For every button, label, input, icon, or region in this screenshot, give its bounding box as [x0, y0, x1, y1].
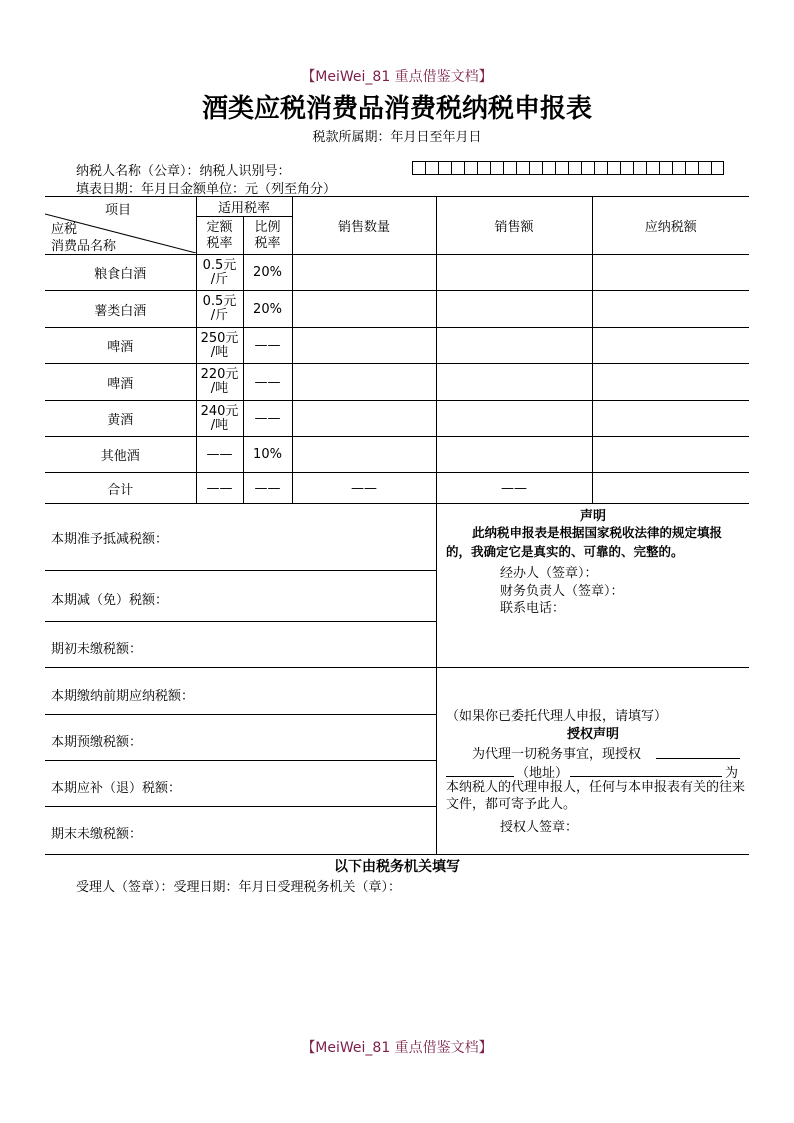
- tax-payable-cell[interactable]: [592, 364, 749, 401]
- tax-amount-fields: [45, 502, 437, 854]
- declaration-title: 声明: [579, 509, 606, 524]
- header-taxable: 应税: [51, 222, 78, 237]
- authorization-line1: 为代理一切税务事宜，现授权: [472, 747, 642, 762]
- ratio-rate-cell: 10%: [243, 437, 292, 473]
- id-digit-box[interactable]: [646, 161, 659, 175]
- fixed-rate-cell: 220元 /吨: [196, 364, 243, 401]
- header-item: 项目: [105, 203, 132, 218]
- product-name-cell: 其他酒: [45, 437, 196, 473]
- id-digit-box[interactable]: [594, 161, 607, 175]
- declaration-body: 此纳税申报表是根据国家税收法律的规定填报的，我确定它是真实的、可靠的、完整的。: [446, 525, 723, 559]
- taxpayer-line: 纳税人名称（公章）：纳税人识别号：: [76, 164, 291, 179]
- header-fixed-rate: 定额 税率: [196, 217, 243, 255]
- table-row: [45, 328, 749, 364]
- watermark-bottom: 【MeiWei_81 重点借鉴文档】: [301, 1040, 493, 1056]
- product-name-cell: 黄酒: [45, 401, 196, 437]
- fixed-rate-cell: 0.5元 /斤: [196, 255, 243, 291]
- sales-amount-cell[interactable]: [436, 291, 592, 328]
- header-ratio-rate: 比例 税率: [243, 217, 292, 255]
- id-digit-box[interactable]: [672, 161, 685, 175]
- tax-period: 税款所属期：年月日至年月日: [312, 130, 482, 145]
- id-digit-box[interactable]: [516, 161, 529, 175]
- tax-payable-cell[interactable]: [592, 437, 749, 473]
- id-digit-box[interactable]: [451, 161, 464, 175]
- table-row: [45, 291, 749, 328]
- field-reduction[interactable]: 本期减（免）税额：: [45, 571, 436, 622]
- total-ratio: ——: [243, 473, 292, 504]
- id-digit-box[interactable]: [633, 161, 646, 175]
- watermark-top: 【MeiWei_81 重点借鉴文档】: [301, 69, 493, 85]
- authorization-title: 授权声明: [566, 727, 619, 742]
- handler-signature[interactable]: 经办人（签章）：: [500, 566, 598, 581]
- id-digit-box[interactable]: [607, 161, 620, 175]
- id-digit-box[interactable]: [425, 161, 438, 175]
- id-digit-box[interactable]: [529, 161, 542, 175]
- agent-name-blank[interactable]: [656, 744, 740, 759]
- sales-quantity-cell[interactable]: [292, 364, 436, 401]
- ratio-rate-cell: 20%: [243, 255, 292, 291]
- ratio-rate-cell: ——: [243, 364, 292, 401]
- authorization-note: （如果你已委托代理人申报，请填写）: [446, 709, 668, 724]
- field-deductible[interactable]: 本期准予抵减税额：: [45, 502, 436, 571]
- table-row: [45, 255, 749, 291]
- form-title: 酒类应税消费品消费税纳税申报表: [201, 94, 592, 124]
- product-name-cell: 啤酒: [45, 328, 196, 364]
- declaration-area: [437, 502, 749, 854]
- authorizer-signature[interactable]: 授权人签章：: [500, 820, 579, 835]
- sales-amount-cell[interactable]: [436, 255, 592, 291]
- header-tax-payable: 应纳税额: [592, 197, 749, 255]
- header-item-cell: [45, 197, 196, 255]
- field-prepaid[interactable]: 本期预缴税额：: [45, 715, 436, 761]
- id-digit-box[interactable]: [685, 161, 698, 175]
- total-tax-payable[interactable]: [592, 473, 749, 504]
- fixed-rate-cell: 0.5元 /斤: [196, 291, 243, 328]
- declaration-divider: [437, 667, 749, 668]
- ratio-rate-cell: ——: [243, 328, 292, 364]
- tax-payable-cell[interactable]: [592, 401, 749, 437]
- table-row: [45, 401, 749, 437]
- header-sales-amount: 销售额: [436, 197, 592, 255]
- table-row: [45, 364, 749, 401]
- id-digit-box[interactable]: [542, 161, 555, 175]
- field-closing-unpaid[interactable]: 期末未缴税额：: [51, 827, 143, 842]
- lower-section: [45, 502, 749, 855]
- tax-office-title: 以下由税务机关填写: [334, 859, 460, 875]
- tax-payable-cell[interactable]: [592, 328, 749, 364]
- agent-address-blank[interactable]: [570, 762, 722, 777]
- taxpayer-id-boxes[interactable]: [412, 161, 724, 175]
- sales-quantity-cell[interactable]: [292, 328, 436, 364]
- tax-payable-cell[interactable]: [592, 255, 749, 291]
- total-quantity: ——: [292, 473, 436, 504]
- sales-quantity-cell[interactable]: [292, 401, 436, 437]
- total-amount: ——: [436, 473, 592, 504]
- sales-amount-cell[interactable]: [436, 328, 592, 364]
- authorization-suffix: 为: [725, 766, 739, 781]
- sales-quantity-cell[interactable]: [292, 255, 436, 291]
- ratio-rate-cell: ——: [243, 401, 292, 437]
- authorization-address: （地址）: [516, 766, 569, 781]
- id-digit-box[interactable]: [620, 161, 633, 175]
- id-digit-box[interactable]: [477, 161, 490, 175]
- header-sales-quantity: 销售数量: [292, 197, 436, 255]
- fixed-rate-cell: ——: [196, 437, 243, 473]
- id-digit-box[interactable]: [711, 161, 724, 175]
- id-digit-box[interactable]: [490, 161, 503, 175]
- total-label: 合计: [45, 473, 196, 504]
- finance-signature[interactable]: 财务负责人（签章）：: [500, 584, 624, 599]
- id-digit-box[interactable]: [555, 161, 568, 175]
- id-digit-box[interactable]: [581, 161, 594, 175]
- field-prior-period-paid[interactable]: 本期缴纳前期应纳税额：: [45, 668, 436, 715]
- header-product-name: 消费品名称: [51, 239, 117, 254]
- product-name-cell: 粮食白酒: [45, 255, 196, 291]
- id-digit-box[interactable]: [659, 161, 672, 175]
- fixed-rate-cell: 250元 /吨: [196, 328, 243, 364]
- id-digit-box[interactable]: [503, 161, 516, 175]
- agent-blank-left[interactable]: [446, 762, 514, 777]
- product-name-cell: 薯类白酒: [45, 291, 196, 328]
- id-digit-box[interactable]: [464, 161, 477, 175]
- id-digit-box[interactable]: [568, 161, 581, 175]
- authorization-line3: 本纳税人的代理申报人，任何与本申报表有关的往来文件，都可寄予此人。: [446, 780, 746, 812]
- fill-date-line: 填表日期：年月日金额单位：元（列至角分）: [76, 182, 337, 197]
- id-digit-box[interactable]: [698, 161, 711, 175]
- sales-amount-cell[interactable]: [436, 437, 592, 473]
- table-row: [45, 437, 749, 473]
- tax-payable-cell[interactable]: [592, 291, 749, 328]
- id-digit-box[interactable]: [438, 161, 451, 175]
- sales-amount-cell[interactable]: [436, 364, 592, 401]
- field-opening-unpaid[interactable]: 期初未缴税额：: [45, 622, 436, 668]
- ratio-rate-cell: 20%: [243, 291, 292, 328]
- field-supplement-refund[interactable]: 本期应补（退）税额：: [45, 761, 436, 807]
- product-name-cell: 啤酒: [45, 364, 196, 401]
- tax-table: [45, 196, 749, 504]
- contact-phone[interactable]: 联系电话：: [500, 601, 566, 616]
- total-fixed: ——: [196, 473, 243, 504]
- sales-quantity-cell[interactable]: [292, 437, 436, 473]
- sales-amount-cell[interactable]: [436, 401, 592, 437]
- id-digit-box[interactable]: [412, 161, 425, 175]
- receiver-line: 受理人（签章）：受理日期：年月日受理税务机关（章）：: [76, 880, 402, 895]
- fixed-rate-cell: 240元 /吨: [196, 401, 243, 437]
- header-applicable-rate: 适用税率: [196, 197, 292, 217]
- total-row: [45, 473, 749, 504]
- sales-quantity-cell[interactable]: [292, 291, 436, 328]
